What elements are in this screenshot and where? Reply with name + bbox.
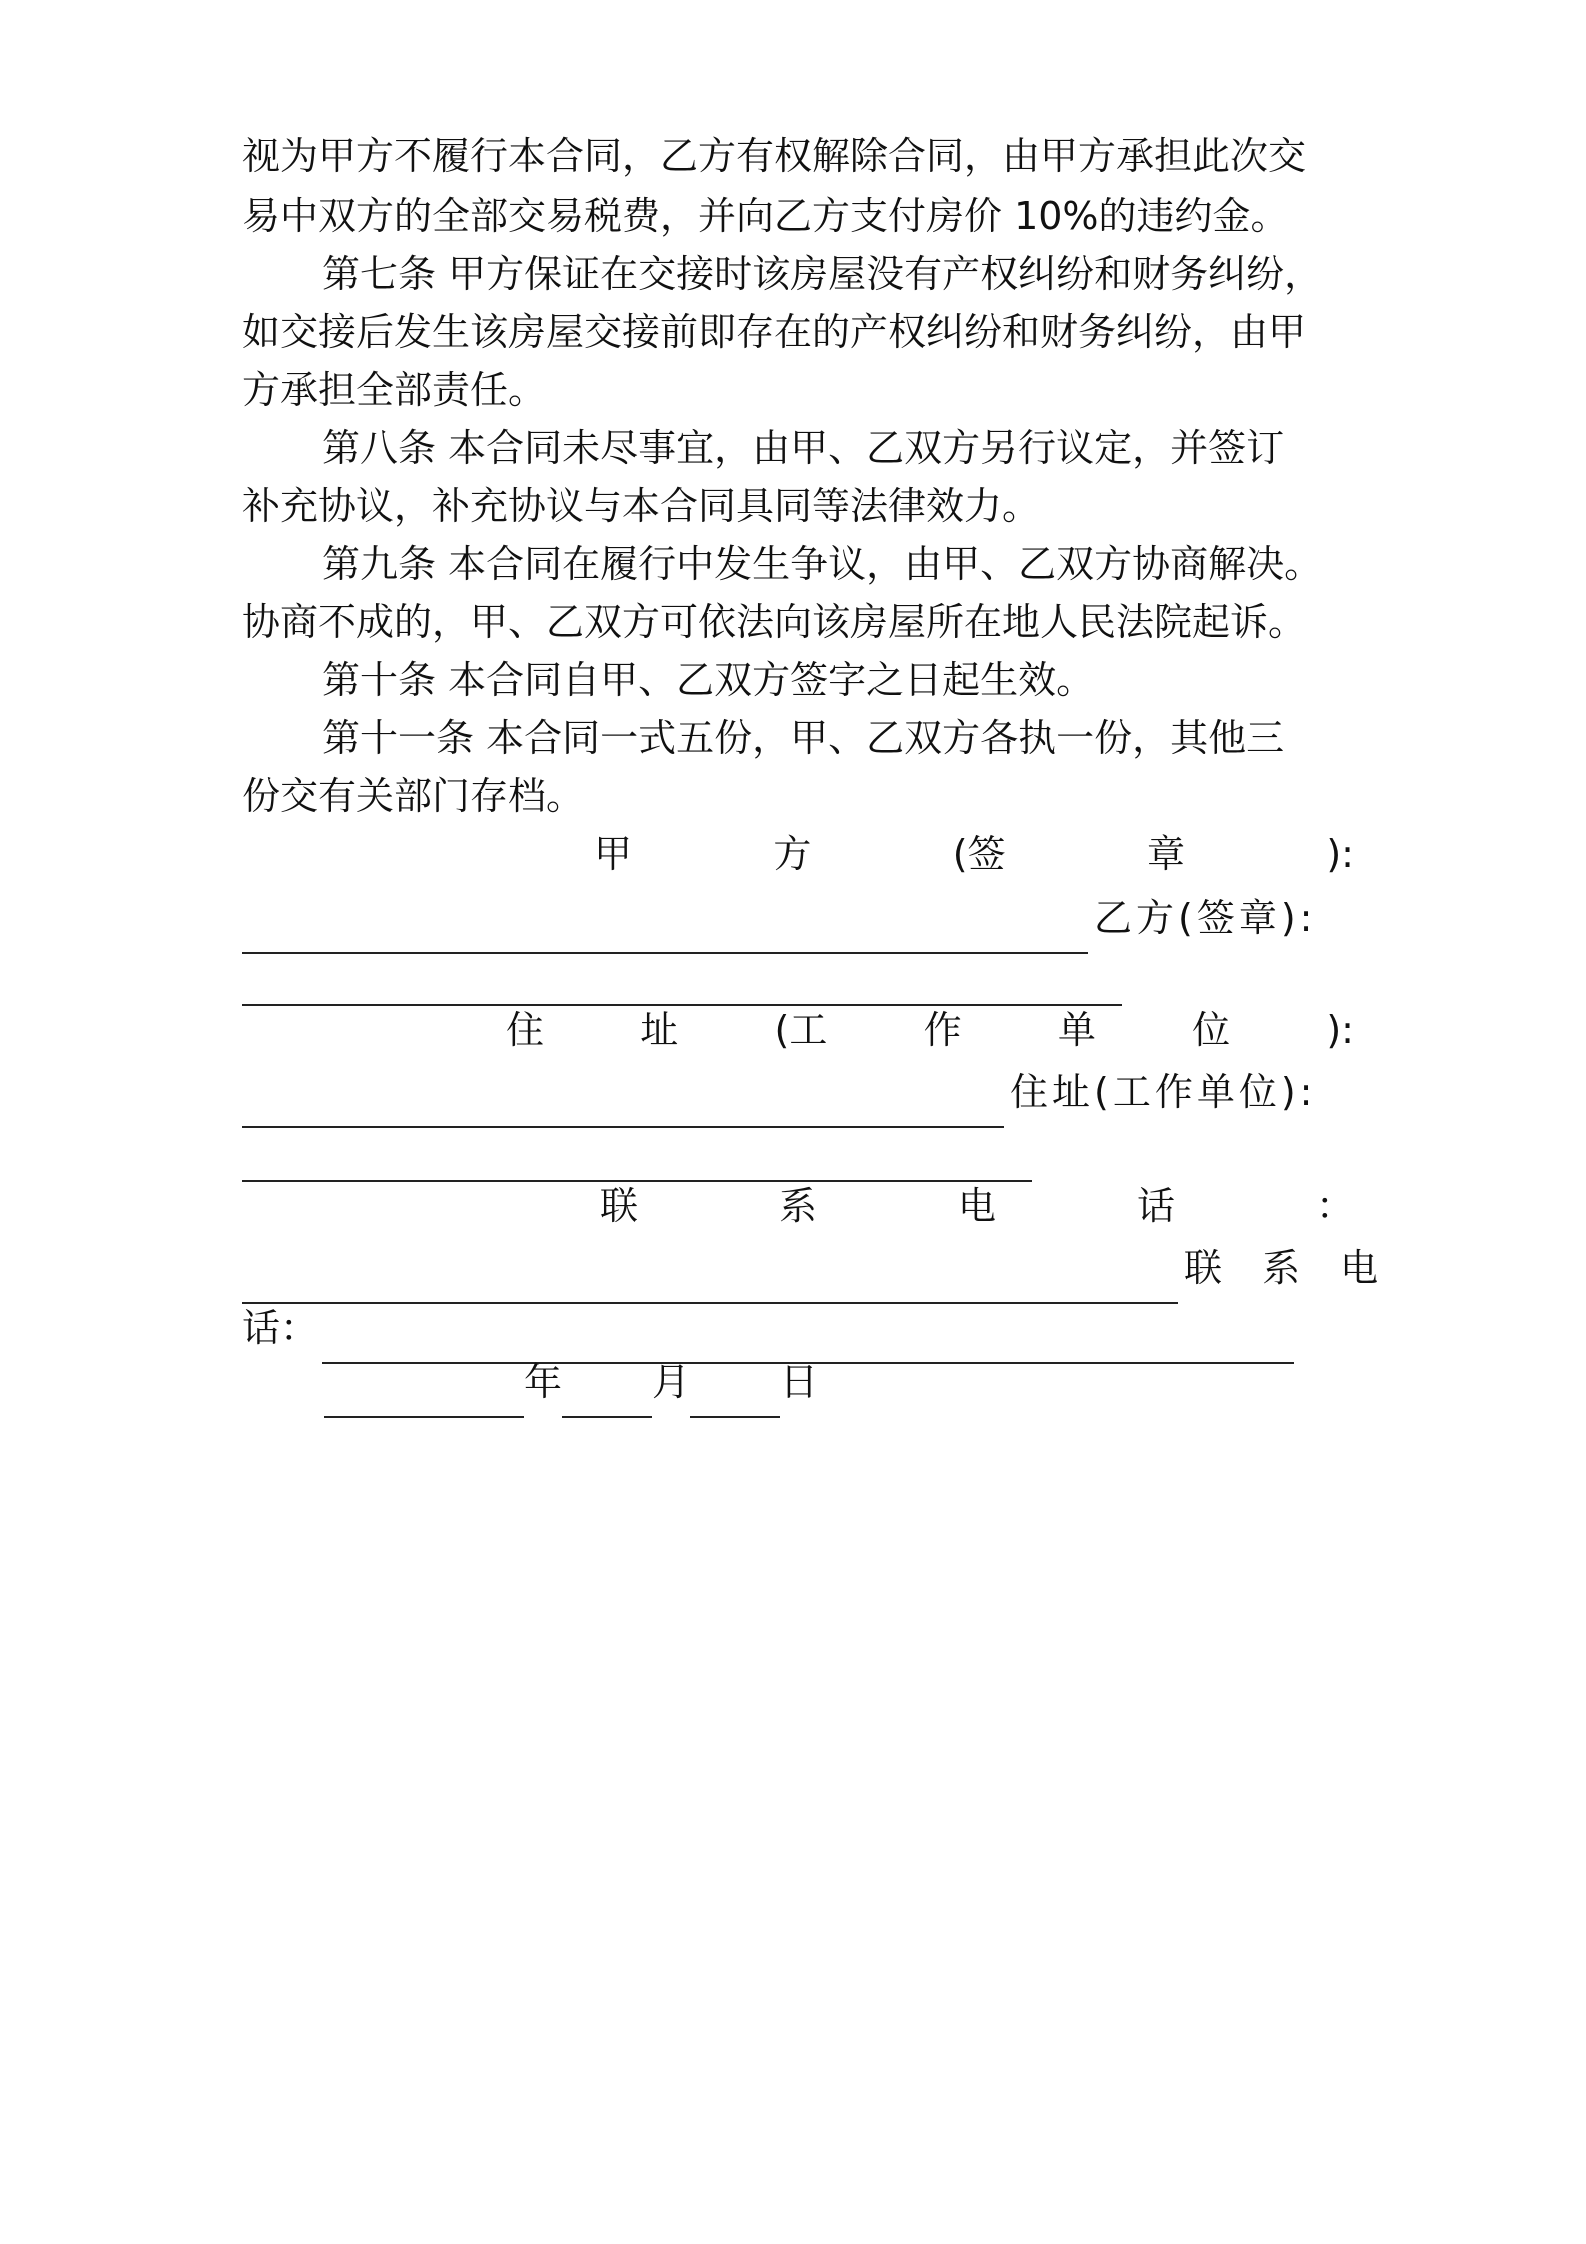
date-month-label: 月 xyxy=(652,1360,691,1404)
label-char: ： xyxy=(1315,1184,1354,1228)
paragraph-line: 视为甲方不履行本合同，乙方有权解除合同，由甲方承担此次交 xyxy=(242,134,1307,178)
label-char: 方 xyxy=(773,832,812,876)
paragraph-line: 协商不成的，甲、乙双方可依法向该房屋所在地人民法院起诉。 xyxy=(242,600,1307,644)
phone-b-label: 联 系 电 xyxy=(1184,1246,1393,1290)
paragraph-line: 如交接后发生该房屋交接前即存在的产权纠纷和财务纠纷，由甲 xyxy=(242,310,1307,354)
label-char: 话 xyxy=(1136,1184,1175,1228)
date-day-label: 日 xyxy=(780,1360,819,1404)
label-char: ): xyxy=(1326,1008,1354,1052)
date-month-blank[interactable] xyxy=(562,1414,652,1418)
label-char: 作 xyxy=(923,1008,962,1052)
label-char: (签 xyxy=(952,832,1006,876)
phone-b-label-cont: 话： xyxy=(242,1306,319,1350)
label-char: (工 xyxy=(774,1008,828,1052)
paragraph-line: 补充协议，补充协议与本合同具同等法律效力。 xyxy=(242,484,1041,528)
address-b-label: 住址(工作单位): xyxy=(1010,1070,1317,1114)
label-char: 章 xyxy=(1146,832,1185,876)
label-char: 址 xyxy=(640,1008,679,1052)
article-8: 第八条 本合同未尽事宜，由甲、乙双方另行议定，并签订 xyxy=(322,426,1285,470)
date-year-blank[interactable] xyxy=(324,1414,524,1418)
article-10: 第十条 本合同自甲、乙双方签字之日起生效。 xyxy=(322,658,1095,702)
date-day-blank[interactable] xyxy=(690,1414,780,1418)
article-9: 第九条 本合同在履行中发生争议，由甲、乙双方协商解决。 xyxy=(322,542,1323,586)
label-char: 住 xyxy=(506,1008,545,1052)
label-char: 电 xyxy=(957,1184,996,1228)
article-11: 第十一条 本合同一式五份，甲、乙双方各执一份，其他三 xyxy=(322,716,1285,760)
paragraph-line: 份交有关部门存档。 xyxy=(242,774,585,818)
paragraph-line: 方承担全部责任。 xyxy=(242,368,547,412)
label-char: 位 xyxy=(1192,1008,1231,1052)
label-char: ): xyxy=(1326,832,1354,876)
paragraph-line: 易中双方的全部交易税费，并向乙方支付房价 10%的违约金。 xyxy=(242,194,1289,238)
article-7: 第七条 甲方保证在交接时该房屋没有产权纠纷和财务纠纷， xyxy=(322,252,1323,296)
date-year-label: 年 xyxy=(524,1360,563,1404)
date-row xyxy=(324,1340,924,1424)
label-char: 联 xyxy=(600,1184,639,1228)
label-char: 单 xyxy=(1057,1008,1096,1052)
label-char: 系 xyxy=(778,1184,817,1228)
party-b-signature-label: 乙方(签章): xyxy=(1094,896,1317,940)
label-char: 甲 xyxy=(594,832,633,876)
